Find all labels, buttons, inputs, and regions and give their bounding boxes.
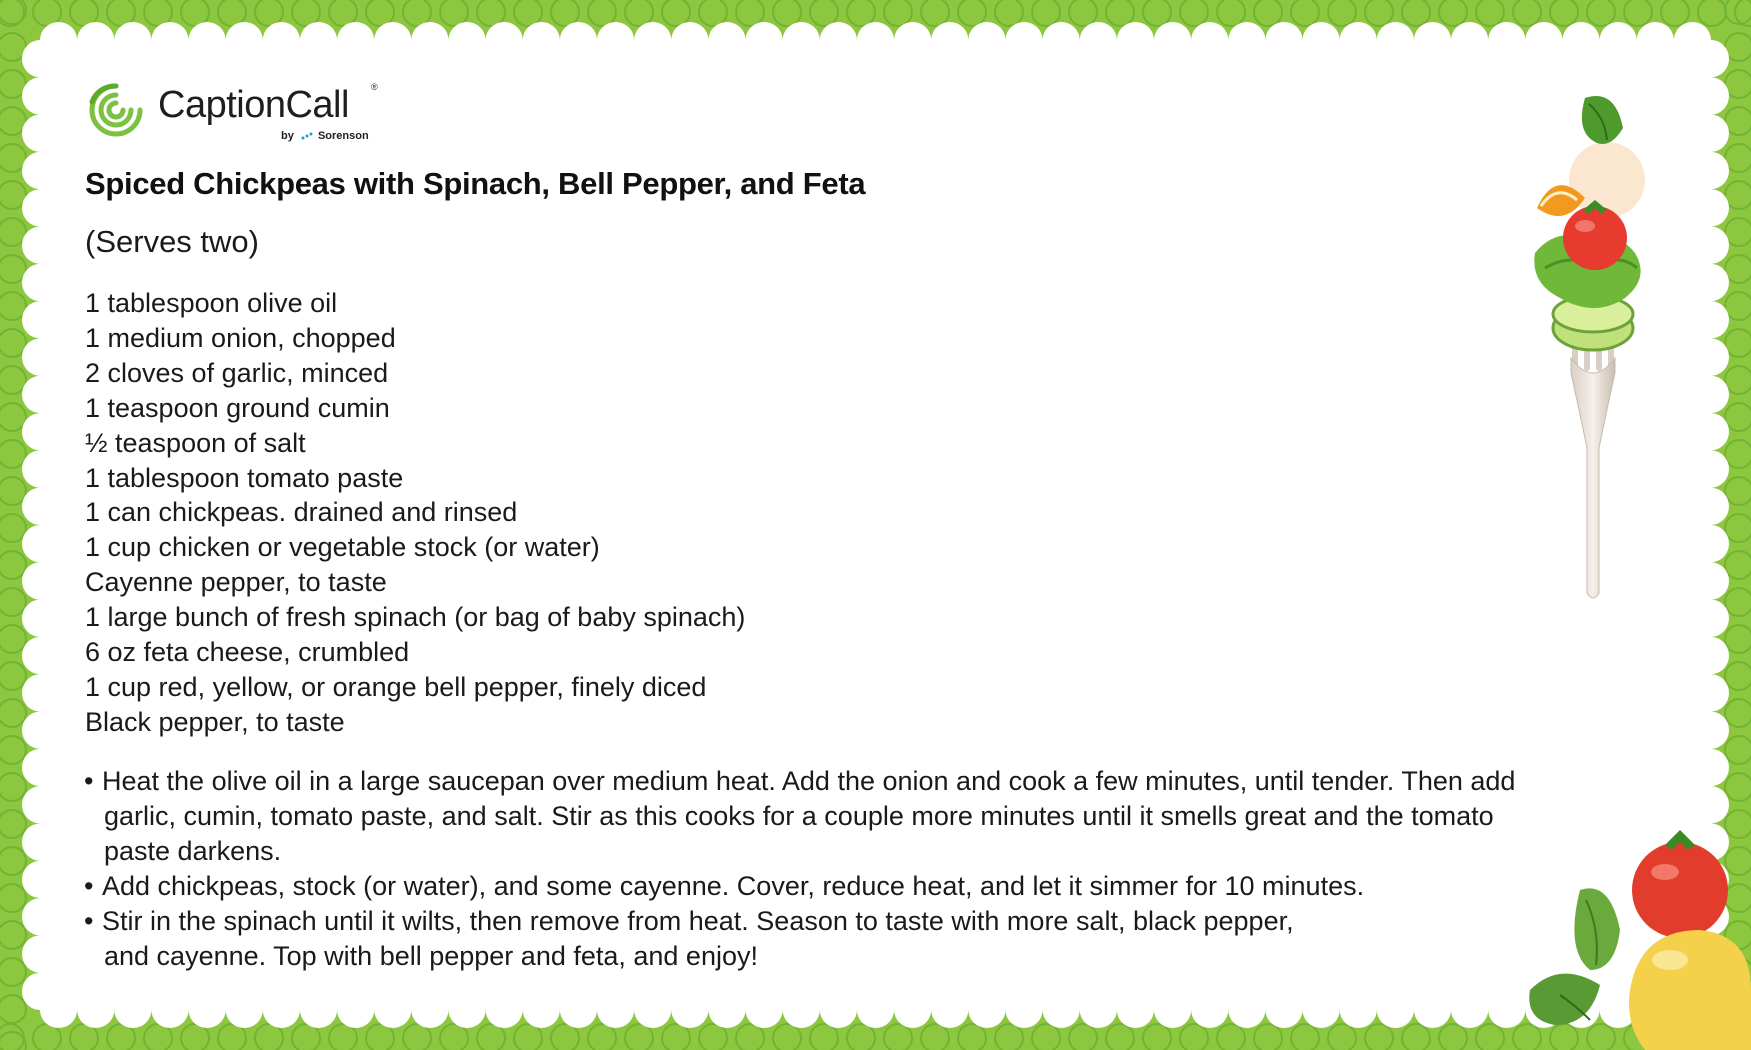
instruction-line: Heat the olive oil in a large saucepan over medium heat. Add the onion and cook a few minutes, until tender. Then add bbox=[102, 766, 1516, 796]
ingredient-item: 1 large bunch of fresh spinach (or bag of baby spinach) bbox=[85, 602, 746, 633]
ingredient-item: 1 teaspoon ground cumin bbox=[85, 392, 390, 423]
instruction-step bbox=[84, 869, 1644, 904]
instruction-line: Stir in the spinach until it wilts, then remove from heat. Season to taste with more salt, black pepper, bbox=[102, 905, 1294, 936]
bullet-icon: • bbox=[84, 766, 94, 796]
trademark-mark: ® bbox=[371, 82, 378, 92]
instruction-step bbox=[84, 764, 1644, 869]
captioncall-swirl-icon bbox=[84, 78, 148, 142]
ingredient-item: ½ teaspoon of salt bbox=[85, 427, 306, 458]
ingredient-item: 1 cup chicken or vegetable stock (or water) bbox=[85, 532, 600, 563]
ingredient-item: 1 can chickpeas. drained and rinsed bbox=[85, 497, 518, 528]
sorenson-dots-icon bbox=[301, 132, 313, 140]
ingredient-item: Black pepper, to taste bbox=[85, 706, 345, 737]
ingredient-item: 1 cup red, yellow, or orange bell pepper, finely diced bbox=[85, 671, 707, 702]
ingredient-item: 1 tablespoon olive oil bbox=[85, 288, 338, 318]
bullet-icon: • bbox=[84, 905, 94, 936]
instruction-line: and cayenne. Top with bell pepper and feta, and enjoy! bbox=[104, 940, 758, 971]
bullet-icon: • bbox=[84, 870, 94, 901]
recipe-serves: (Serves two) bbox=[85, 224, 259, 259]
ingredient-item: 2 cloves of garlic, minced bbox=[85, 357, 389, 388]
ingredient-item: 1 tablespoon tomato paste bbox=[85, 462, 404, 493]
instruction-step bbox=[84, 904, 1644, 974]
instruction-list bbox=[84, 764, 1644, 973]
ingredient-item: 6 oz feta cheese, crumbled bbox=[85, 637, 410, 668]
brand-name: CaptionCall bbox=[158, 84, 349, 126]
fork-with-vegetables-icon bbox=[1515, 88, 1650, 608]
recipe-title: Spiced Chickpeas with Spinach, Bell Pepper, and Feta bbox=[85, 166, 866, 201]
tagline-by: by bbox=[281, 130, 294, 142]
ingredient-item: Cayenne pepper, to taste bbox=[85, 567, 387, 598]
tagline-company: Sorenson bbox=[317, 130, 369, 142]
tomato-lemon-spinach-icon bbox=[1520, 820, 1751, 1050]
instruction-line: paste darkens. bbox=[104, 835, 282, 866]
instruction-line: garlic, cumin, tomato paste, and salt. Stir as this cooks for a couple more minutes until it smells great and the tomato bbox=[104, 800, 1494, 831]
captioncall-logo bbox=[84, 78, 384, 146]
brand-tagline bbox=[281, 130, 369, 142]
ingredient-item: 1 medium onion, chopped bbox=[85, 322, 396, 353]
ingredient-list bbox=[85, 286, 745, 740]
instruction-line: Add chickpeas, stock (or water), and some cayenne. Cover, reduce heat, and let it simmer for 10 minutes. bbox=[102, 870, 1365, 901]
